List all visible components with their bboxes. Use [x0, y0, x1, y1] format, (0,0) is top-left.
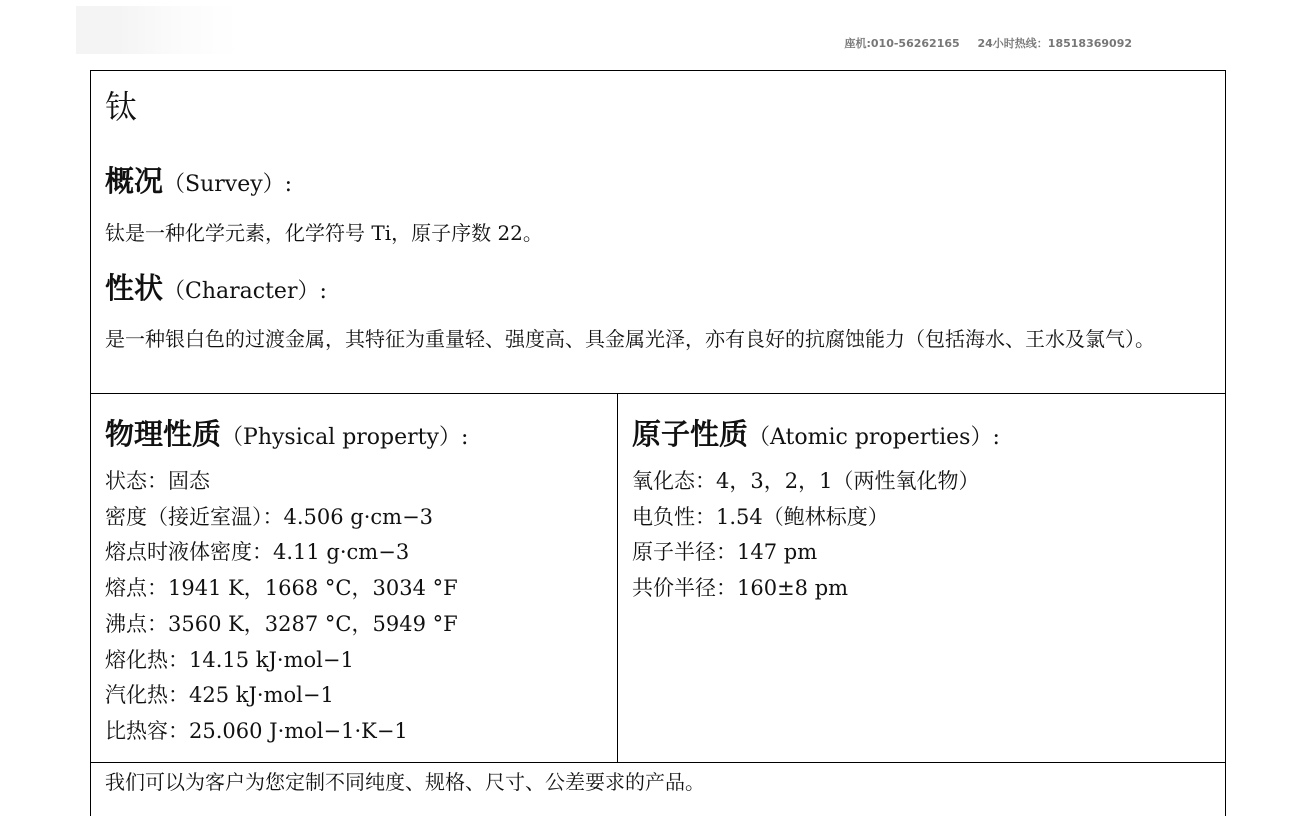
list-item: 比热容：25.060 J·mol−1·K−1: [105, 718, 408, 743]
character-heading-zh: 性状: [105, 271, 164, 305]
list-item: 状态：固态: [105, 469, 210, 493]
list-item: 共价半径：160±8 pm: [632, 576, 849, 601]
list-item: 电负性：1.54（鲍林标度）: [632, 504, 889, 529]
customization-note-section: [91, 763, 1225, 817]
atomic-heading: [632, 412, 1000, 453]
atomic-properties-section: [618, 394, 1225, 763]
hotline-number: 24小时热线：18518369092: [977, 37, 1132, 50]
overview-section: [91, 71, 1225, 394]
physical-heading-zh: 物理性质: [105, 417, 222, 451]
contact-info: [845, 35, 1133, 51]
company-logo: [76, 6, 240, 54]
list-item: 沸点：3560 K，3287 °C，5949 °F: [105, 611, 458, 636]
character-heading: [105, 266, 327, 307]
element-title: 钛: [105, 88, 138, 126]
landline-number: 座机:010-56262165: [844, 37, 960, 50]
list-item: 汽化热：425 kJ·mol−1: [105, 683, 334, 708]
atomic-heading-en: （Atomic properties）:: [748, 425, 1000, 450]
list-item: 熔点时液体密度：4.11 g·cm−3: [105, 540, 410, 565]
atomic-heading-zh: 原子性质: [632, 417, 749, 451]
survey-heading-zh: 概况: [105, 164, 164, 198]
atomic-property-list: [632, 464, 979, 607]
physical-heading: [105, 412, 468, 453]
list-item: 氧化态：4，3，2，1（两性氧化物）: [632, 469, 980, 493]
survey-heading: [105, 159, 292, 200]
physical-heading-en: （Physical property）:: [221, 425, 469, 450]
physical-properties-section: [91, 394, 618, 763]
spec-sheet-frame: [90, 70, 1226, 816]
physical-property-list: [105, 464, 458, 750]
character-heading-en: （Character）:: [163, 279, 327, 304]
list-item: 原子半径：147 pm: [632, 540, 818, 565]
list-item: 密度（接近室温）：4.506 g·cm−3: [105, 504, 434, 529]
character-text: 是一种银白色的过渡金属，其特征为重量轻、强度高、具金属光泽，亦有良好的抗腐蚀能力（包括海水、王水及氯气）。: [105, 327, 1155, 351]
list-item: 熔化热：14.15 kJ·mol−1: [105, 647, 354, 672]
survey-text: 钛是一种化学元素，化学符号 Ti，原子序数 22。: [105, 221, 543, 245]
survey-heading-en: （Survey）:: [163, 172, 293, 197]
list-item: 熔点：1941 K，1668 °C，3034 °F: [105, 576, 458, 601]
customization-note: 我们可以为客户为您定制不同纯度、规格、尺寸、公差要求的产品。: [105, 770, 705, 794]
